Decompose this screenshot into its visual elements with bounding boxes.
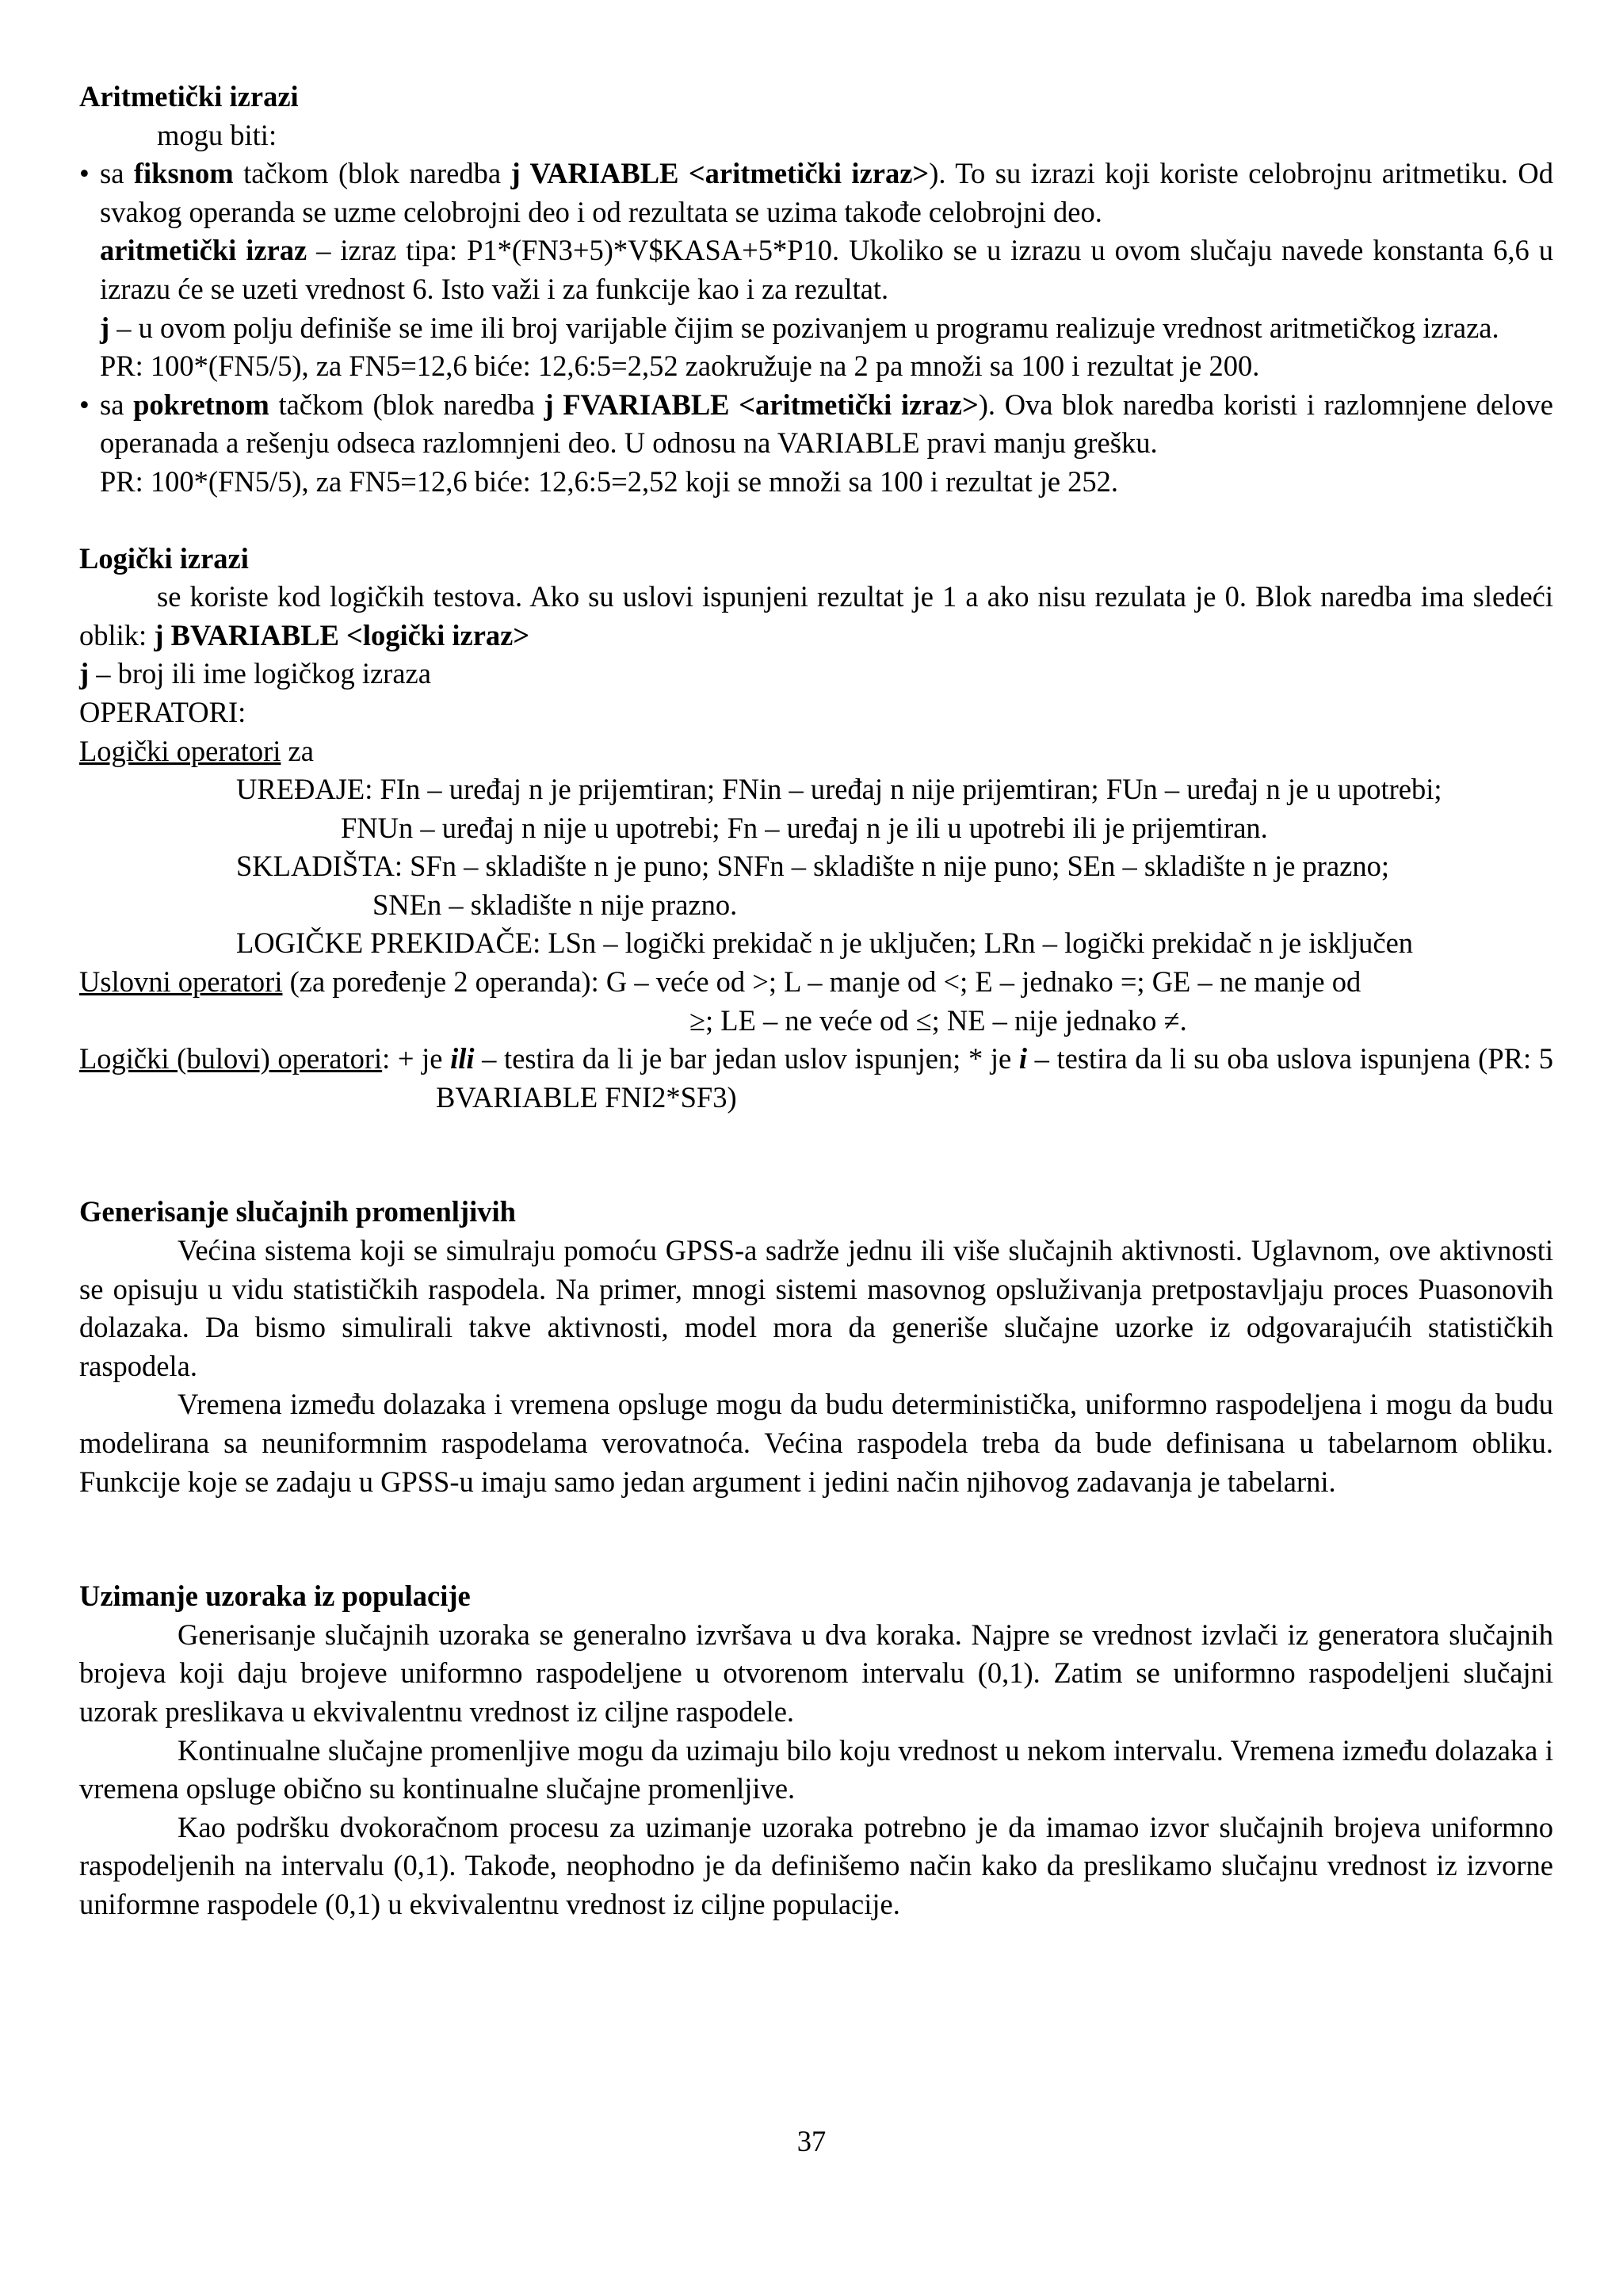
uslovni-operatori-cont: ≥; LE – ne veće od ≤; NE – nije jednako ≠.: [689, 1003, 1187, 1037]
paragraph-logicki-intro: se koriste kod logičkih testova. Ako su uslovi ispunjeni rezultat je 1 a ako nisu rezulata je 0. Blok naredba ima sledeći oblik: j BVARIABLE <logički izraz>: [79, 580, 1553, 651]
paragraph-uzimanje-1: Generisanje slučajnih uzoraka se generalno izvršava u dva koraka. Najpre se vrednost izvlači iz generatora slučajnih brojeva koji daju brojeve uniformno raspodeljene u otvorenom intervalu (0,1). Zatim se uniformno raspodeljeni slučajni uzorak preslikava u ekvivalentnu vrednost iz ciljne raspodele.: [79, 1618, 1553, 1728]
paragraph-generisanje-2: Vremena između dolazaka i vremena opsluge mogu da budu deterministička, uniformno raspodeljena i mogu da budu modelirana sa neuniformnim raspodelama verovatnoća. Većina raspodela treba da bude definisana u tabelarnom obliku. Funkcije koje se zadaju u GPSS-u imaju samo jedan argument i jedini način njihovog zadavanja je tabelarni.: [79, 1388, 1553, 1498]
paragraph-intro: mogu biti:: [157, 118, 277, 151]
heading-logicki-izrazi: Logički izrazi: [79, 541, 249, 575]
paragraph-aritmeticki-izraz: aritmetički izraz – izraz tipa: P1*(FN3+5)*V$KASA+5*P10. Ukoliko se u izrazu u ovom slučaju navede konstanta 6,6 u izrazu će se uzeti vrednost 6. Isto važi i za funkcije kao i za rezultat.: [100, 234, 1553, 305]
logicki-operatori-line: Logički operatori za: [79, 734, 314, 767]
heading-generisanje: Generisanje slučajnih promenljivih: [79, 1195, 516, 1228]
page-number: 37: [796, 2125, 827, 2157]
paragraph-uzimanje-2: Kontinualne slučajne promenljive mogu da uzimaju bilo koju vrednost u nekom intervalu. Vremena između dolazaka i vremena opsluge obično su kontinualne slučajne promenljive.: [79, 1733, 1553, 1805]
label-operatori: OPERATORI:: [79, 695, 246, 728]
bullet-pokretna-tacka: • sa pokretnom tačkom (blok naredba j FVARIABLE <aritmetički izraz>). Ova blok naredba koristi i razlomnjene delove operanada a rešenju odseca razlomnjeni deo. U odnosu na VARIABLE pravi manju grešku.: [79, 386, 1553, 463]
example-pr-2: PR: 100*(FN5/5), za FN5=12,6 biće: 12,6:5=2,52 koji se množi sa 100 i rezultat je 252.: [100, 464, 1119, 498]
operatori-skladista: SKLADIŠTA: SFn – skladište n je puno; SNFn – skladište n nije puno; SEn – skladište n je prazno;: [236, 850, 1389, 883]
operatori-uredjaje-cont: FNUn – uređaj n nije u upotrebi; Fn – uređaj n je ili u upotrebi ili je prijemtiran.: [341, 811, 1268, 844]
paragraph-j-definition: j – u ovom polju definiše se ime ili broj varijable čijim se pozivanjem u programu realizuje vrednost aritmetičkog izraza.: [100, 311, 1499, 344]
example-pr-1: PR: 100*(FN5/5), za FN5=12,6 biće: 12,6:5=2,52 zaokružuje na 2 pa množi sa 100 i rezultat je 200.: [100, 350, 1260, 383]
operatori-skladista-cont: SNEn – skladište n nije prazno.: [372, 888, 738, 921]
bulovi-operatori: Logički (bulovi) operatori: + je ili – testira da li je bar jedan uslov ispunjen; * je i – testira da li su oba uslova ispunjena (PR: 5 BVARIABLE FNI2*SF3): [79, 1042, 1553, 1114]
operatori-prekidace: LOGIČKE PREKIDAČE: LSn – logički prekidač n je uključen; LRn – logički prekidač n je isključen: [236, 926, 1414, 960]
document-page: [79, 78, 1553, 1924]
paragraph-generisanje-1: Većina sistema koji se simulraju pomoću GPSS-a sadrže jednu ili više slučajnih aktivnosti. Uglavnom, ove aktivnosti se opisuju u vidu statističkih raspodela. Na primer, mnogi sistemi masovnog opsluživanja pretpostavljaju proces Puasonovih dolazaka. Da bismo simulirali takve aktivnosti, model mora da generiše slučajne uzorke iz odgovarajućih statističkih raspodela.: [79, 1234, 1553, 1382]
paragraph-uzimanje-3: Kao podršku dvokoračnom procesu za uzimanje uzoraka potrebno je da imamao izvor slučajnih brojeva uniformno raspodeljenih na intervalu (0,1). Takođe, neophodno je da definišemo način kako da preslikamo slučajnu vrednost iz izvorne uniformne raspodele (0,1) u ekvivalentnu vrednost iz ciljne populacije.: [79, 1810, 1553, 1920]
bullet-fiksna-tacka: • sa fiksnom tačkom (blok naredba j VARIABLE <aritmetički izraz>). To su izrazi koji koriste celobrojnu aritmetiku. Od svakog operanda se uzme celobrojni deo i od rezultata se uzima takođe celobrojni deo.: [79, 155, 1553, 231]
operatori-uredjaje: UREĐAJE: FIn – uređaj n je prijemtiran; FNin – uređaj n nije prijemtiran; FUn – uređaj n je u upotrebi;: [236, 773, 1442, 806]
heading-uzimanje-uzoraka: Uzimanje uzoraka iz populacije: [79, 1580, 471, 1613]
paragraph-j-logicki: j – broj ili ime logičkog izraza: [79, 657, 431, 690]
uslovni-operatori-line: Uslovni operatori (za poređenje 2 operanda): G – veće od >; L – manje od <; E – jednako =; GE – ne manje od: [79, 965, 1361, 999]
heading-aritmeticki-izrazi: Aritmetički izrazi: [79, 80, 299, 113]
